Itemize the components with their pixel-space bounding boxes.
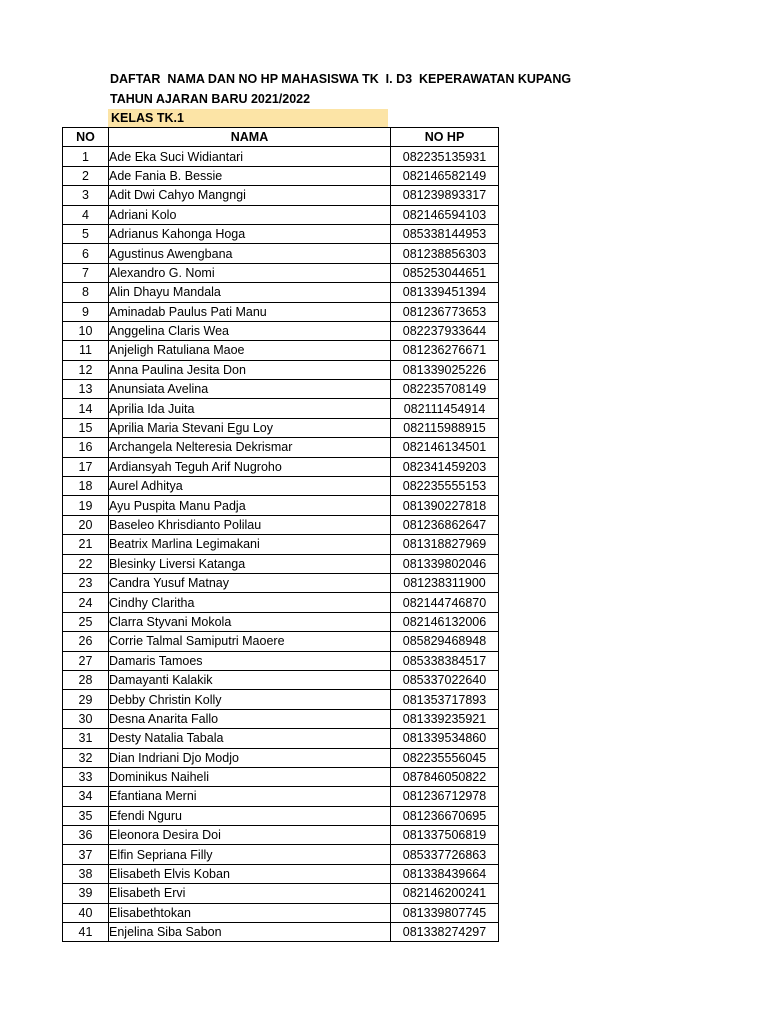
row-number-cell: 4 <box>63 205 109 224</box>
phone-number-cell: 085338144953 <box>391 224 499 243</box>
student-name-cell: Anjeligh Ratuliana Maoe <box>109 341 391 360</box>
table-row <box>63 670 499 689</box>
student-name-cell: Alexandro G. Nomi <box>109 263 391 282</box>
phone-number-cell: 087846050822 <box>391 767 499 786</box>
row-number-cell: 34 <box>63 787 109 806</box>
student-name-cell: Ade Eka Suci Widiantari <box>109 147 391 166</box>
student-phone-table <box>62 127 499 942</box>
table-row <box>63 729 499 748</box>
row-number-cell: 31 <box>63 729 109 748</box>
table-row <box>63 302 499 321</box>
student-name-cell: Ayu Puspita Manu Padja <box>109 496 391 515</box>
student-name-cell: Desna Anarita Fallo <box>109 709 391 728</box>
phone-number-cell: 081318827969 <box>391 535 499 554</box>
row-number-cell: 25 <box>63 612 109 631</box>
row-number-cell: 39 <box>63 884 109 903</box>
student-name-cell: Aurel Adhitya <box>109 477 391 496</box>
phone-number-cell: 085829468948 <box>391 632 499 651</box>
class-label: KELAS TK.1 <box>108 109 388 127</box>
row-number-cell: 13 <box>63 380 109 399</box>
student-name-cell: Efantiana Merni <box>109 787 391 806</box>
student-name-cell: Dian Indriani Djo Modjo <box>109 748 391 767</box>
phone-number-cell: 082111454914 <box>391 399 499 418</box>
phone-number-cell: 081238856303 <box>391 244 499 263</box>
row-number-cell: 17 <box>63 457 109 476</box>
student-name-cell: Aminadab Paulus Pati Manu <box>109 302 391 321</box>
academic-year-subtitle: TAHUN AJARAN BARU 2021/2022 <box>110 92 311 106</box>
phone-number-cell: 085338384517 <box>391 651 499 670</box>
student-name-cell: Elisabethtokan <box>109 903 391 922</box>
phone-number-cell: 081236773653 <box>391 302 499 321</box>
phone-number-cell: 085337022640 <box>391 670 499 689</box>
student-name-cell: Adrianus Kahonga Hoga <box>109 224 391 243</box>
table-row <box>63 457 499 476</box>
row-number-cell: 37 <box>63 845 109 864</box>
row-number-cell: 15 <box>63 418 109 437</box>
table-row <box>63 884 499 903</box>
phone-number-cell: 082146594103 <box>391 205 499 224</box>
column-header-no: NO <box>63 128 109 147</box>
student-name-cell: Corrie Talmal Samiputri Maoere <box>109 632 391 651</box>
phone-number-cell: 082115988915 <box>391 418 499 437</box>
row-number-cell: 22 <box>63 554 109 573</box>
table-row <box>63 573 499 592</box>
phone-number-cell: 081339451394 <box>391 283 499 302</box>
phone-number-cell: 082341459203 <box>391 457 499 476</box>
phone-number-cell: 082237933644 <box>391 321 499 340</box>
row-number-cell: 35 <box>63 806 109 825</box>
student-name-cell: Aprilia Maria Stevani Egu Loy <box>109 418 391 437</box>
column-header-hp: NO HP <box>391 128 499 147</box>
student-name-cell: Efendi Nguru <box>109 806 391 825</box>
student-name-cell: Eleonora Desira Doi <box>109 826 391 845</box>
table-row <box>63 380 499 399</box>
student-name-cell: Debby Christin Kolly <box>109 690 391 709</box>
table-row <box>63 205 499 224</box>
row-number-cell: 9 <box>63 302 109 321</box>
table-row <box>63 186 499 205</box>
table-header-row <box>63 128 499 147</box>
student-name-cell: Dominikus Naiheli <box>109 767 391 786</box>
student-name-cell: Adit Dwi Cahyo Mangngi <box>109 186 391 205</box>
table-row <box>63 690 499 709</box>
row-number-cell: 36 <box>63 826 109 845</box>
row-number-cell: 3 <box>63 186 109 205</box>
phone-number-cell: 081236670695 <box>391 806 499 825</box>
phone-number-cell: 081236862647 <box>391 515 499 534</box>
table-row <box>63 903 499 922</box>
table-row <box>63 477 499 496</box>
row-number-cell: 11 <box>63 341 109 360</box>
row-number-cell: 8 <box>63 283 109 302</box>
row-number-cell: 24 <box>63 593 109 612</box>
phone-number-cell: 085253044651 <box>391 263 499 282</box>
student-name-cell: Beatrix Marlina Legimakani <box>109 535 391 554</box>
student-name-cell: Archangela Nelteresia Dekrismar <box>109 438 391 457</box>
phone-number-cell: 082146134501 <box>391 438 499 457</box>
student-name-cell: Ardiansyah Teguh Arif Nugroho <box>109 457 391 476</box>
row-number-cell: 12 <box>63 360 109 379</box>
phone-number-cell: 081236712978 <box>391 787 499 806</box>
table-row <box>63 845 499 864</box>
row-number-cell: 5 <box>63 224 109 243</box>
student-name-cell: Baseleo Khrisdianto Polilau <box>109 515 391 534</box>
phone-number-cell: 082146132006 <box>391 612 499 631</box>
table-row <box>63 224 499 243</box>
phone-number-cell: 082146582149 <box>391 166 499 185</box>
row-number-cell: 30 <box>63 709 109 728</box>
student-name-cell: Adriani Kolo <box>109 205 391 224</box>
table-row <box>63 321 499 340</box>
row-number-cell: 6 <box>63 244 109 263</box>
phone-number-cell: 081390227818 <box>391 496 499 515</box>
phone-number-cell: 081339534860 <box>391 729 499 748</box>
table-row <box>63 418 499 437</box>
table-row <box>63 360 499 379</box>
row-number-cell: 1 <box>63 147 109 166</box>
student-name-cell: Anna Paulina Jesita Don <box>109 360 391 379</box>
phone-number-cell: 082146200241 <box>391 884 499 903</box>
row-number-cell: 16 <box>63 438 109 457</box>
student-name-cell: Alin Dhayu Mandala <box>109 283 391 302</box>
student-name-cell: Anunsiata Avelina <box>109 380 391 399</box>
phone-number-cell: 082144746870 <box>391 593 499 612</box>
phone-number-cell: 081236276671 <box>391 341 499 360</box>
student-name-cell: Ade Fania B. Bessie <box>109 166 391 185</box>
phone-number-cell: 081239893317 <box>391 186 499 205</box>
phone-number-cell: 082235556045 <box>391 748 499 767</box>
row-number-cell: 38 <box>63 864 109 883</box>
student-name-cell: Elisabeth Elvis Koban <box>109 864 391 883</box>
row-number-cell: 18 <box>63 477 109 496</box>
student-name-cell: Candra Yusuf Matnay <box>109 573 391 592</box>
table-row <box>63 244 499 263</box>
table-row <box>63 399 499 418</box>
phone-number-cell: 085337726863 <box>391 845 499 864</box>
row-number-cell: 40 <box>63 903 109 922</box>
table-row <box>63 263 499 282</box>
table-row <box>63 554 499 573</box>
phone-number-cell: 081339235921 <box>391 709 499 728</box>
table-row <box>63 515 499 534</box>
row-number-cell: 21 <box>63 535 109 554</box>
student-name-cell: Elfin Sepriana Filly <box>109 845 391 864</box>
student-name-cell: Aprilia Ida Juita <box>109 399 391 418</box>
phone-number-cell: 081339802046 <box>391 554 499 573</box>
table-row <box>63 612 499 631</box>
phone-number-cell: 081353717893 <box>391 690 499 709</box>
phone-number-cell: 081339025226 <box>391 360 499 379</box>
row-number-cell: 10 <box>63 321 109 340</box>
table-row <box>63 341 499 360</box>
table-row <box>63 496 499 515</box>
table-row <box>63 767 499 786</box>
column-header-nama: NAMA <box>109 128 391 147</box>
student-name-cell: Clarra Styvani Mokola <box>109 612 391 631</box>
student-name-cell: Anggelina Claris Wea <box>109 321 391 340</box>
phone-number-cell: 081337506819 <box>391 826 499 845</box>
table-row <box>63 438 499 457</box>
row-number-cell: 19 <box>63 496 109 515</box>
student-name-cell: Agustinus Awengbana <box>109 244 391 263</box>
row-number-cell: 23 <box>63 573 109 592</box>
phone-number-cell: 081339807745 <box>391 903 499 922</box>
student-name-cell: Elisabeth Ervi <box>109 884 391 903</box>
phone-number-cell: 082235555153 <box>391 477 499 496</box>
document-title: DAFTAR NAMA DAN NO HP MAHASISWA TK I. D3 KEPERAWATAN KUPANG <box>110 72 572 86</box>
phone-number-cell: 082235708149 <box>391 380 499 399</box>
table-row <box>63 923 499 942</box>
table-body <box>63 147 499 942</box>
row-number-cell: 7 <box>63 263 109 282</box>
row-number-cell: 28 <box>63 670 109 689</box>
row-number-cell: 2 <box>63 166 109 185</box>
phone-number-cell: 082235135931 <box>391 147 499 166</box>
table-row <box>63 651 499 670</box>
row-number-cell: 41 <box>63 923 109 942</box>
table-row <box>63 826 499 845</box>
student-name-cell: Enjelina Siba Sabon <box>109 923 391 942</box>
student-name-cell: Blesinky Liversi Katanga <box>109 554 391 573</box>
table-row <box>63 806 499 825</box>
table-row <box>63 147 499 166</box>
table-row <box>63 709 499 728</box>
row-number-cell: 14 <box>63 399 109 418</box>
phone-number-cell: 081338439664 <box>391 864 499 883</box>
table-row <box>63 787 499 806</box>
table-row <box>63 593 499 612</box>
table-row <box>63 864 499 883</box>
phone-number-cell: 081338274297 <box>391 923 499 942</box>
student-name-cell: Damaris Tamoes <box>109 651 391 670</box>
table-row <box>63 283 499 302</box>
student-name-cell: Desty Natalia Tabala <box>109 729 391 748</box>
table-row <box>63 632 499 651</box>
row-number-cell: 32 <box>63 748 109 767</box>
row-number-cell: 20 <box>63 515 109 534</box>
student-name-cell: Damayanti Kalakik <box>109 670 391 689</box>
table-row <box>63 166 499 185</box>
row-number-cell: 29 <box>63 690 109 709</box>
row-number-cell: 26 <box>63 632 109 651</box>
row-number-cell: 33 <box>63 767 109 786</box>
table-row <box>63 748 499 767</box>
row-number-cell: 27 <box>63 651 109 670</box>
phone-number-cell: 081238311900 <box>391 573 499 592</box>
table-row <box>63 535 499 554</box>
student-name-cell: Cindhy Claritha <box>109 593 391 612</box>
